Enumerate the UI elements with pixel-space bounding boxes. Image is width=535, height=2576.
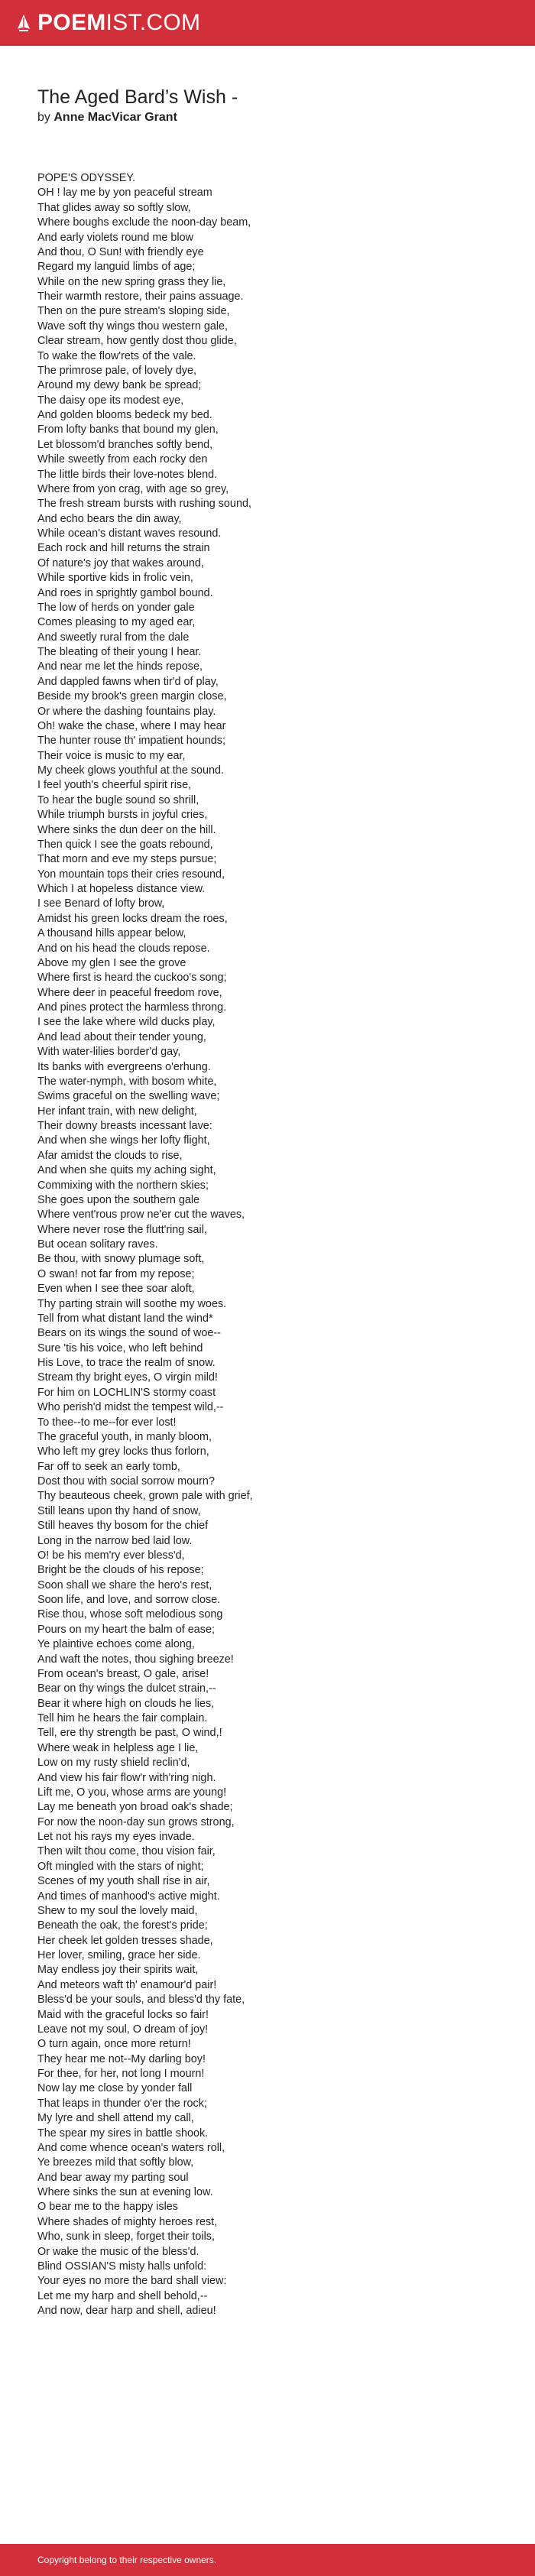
poem-line: That glides away so softly slow,	[37, 201, 191, 214]
poem-line: POPE'S ODYSSEY.	[37, 172, 136, 184]
poem-line: Or where the dashing fountains play.	[37, 705, 216, 718]
author-link[interactable]: Anne MacVicar Grant	[54, 111, 177, 124]
poem-line: And times of manhood's active might.	[37, 1890, 220, 1903]
poem-line: With water-lilies border'd gay,	[37, 1046, 181, 1059]
poem-line: The low of herds on yonder gale	[37, 601, 195, 614]
poem-line: Where boughs exclude the noon-day beam,	[37, 216, 251, 229]
poem-line: Bears on its wings the sound of woe--	[37, 1327, 221, 1340]
poem-line: His Love, to trace the realm of snow.	[37, 1357, 216, 1369]
poem-line: And when she quits my aching sight,	[37, 1164, 216, 1177]
poem-line: And lead about their tender young,	[37, 1030, 206, 1043]
poem-line: Beside my brook's green margin close,	[37, 690, 227, 703]
poem-line: Oh! wake the chase, where I may hear	[37, 719, 226, 732]
poem-line: And when she wings her lofty flight,	[37, 1134, 210, 1147]
poem-line: O bear me to the happy isles	[37, 2201, 178, 2214]
poem-line: Her infant train, with new delight,	[37, 1105, 197, 1118]
poem-line: Then on the pure stream's sloping side,	[37, 305, 230, 318]
by-label: by	[37, 111, 50, 124]
poem-line: Thy parting strain will soothe my woes.	[37, 1297, 227, 1310]
poem-line: And on his head the clouds repose.	[37, 942, 210, 955]
poem-line: While on the new spring grass they lie,	[37, 275, 226, 288]
poem-line: Who, sunk in sleep, forget their toils,	[37, 2230, 215, 2243]
quill-pen-icon	[17, 15, 31, 31]
poem-line: Where from yon crag, with age so grey,	[37, 482, 229, 495]
site-logo-text	[37, 11, 200, 34]
poem-line: And meteors waft th' enamour'd pair!	[37, 1978, 217, 1991]
poem-line: To wake the flow'rets of the vale.	[37, 349, 196, 362]
poem-line: Around my dewy bank be spread;	[37, 379, 202, 392]
poem-line: And now, dear harp and shell, adieu!	[37, 2305, 216, 2317]
byline	[37, 110, 504, 125]
poem-line: Their warmth restore, their pains assuage.	[37, 290, 244, 303]
poem-line: Its banks with evergreens o'erhung.	[37, 1060, 211, 1073]
poem-line: And pines protect the harmless throng.	[37, 1001, 227, 1014]
poem-line: I feel youth's cheerful spirit rise,	[37, 779, 192, 792]
poem-line: From ocean's breast, O gale, arise!	[37, 1667, 209, 1680]
poem-line: To hear the bugle sound so shrill,	[37, 793, 199, 806]
poem-line: Let me my harp and shell behold,--	[37, 2289, 208, 2302]
poem-line: Which I at hopeless distance view.	[37, 883, 206, 895]
poem-line: For thee, for her, not long I mourn!	[37, 2068, 205, 2080]
poem-line: She goes upon the southern gale	[37, 1193, 200, 1206]
poem-line: Then quick I see the goats rebound,	[37, 838, 213, 851]
poem-line: Where sinks the sun at evening low.	[37, 2186, 213, 2198]
poem-line: From lofty banks that bound my glen,	[37, 423, 219, 436]
poem-line: Low on my rusty shield reclin'd,	[37, 1757, 190, 1770]
poem-line: Dost thou with social sorrow mourn?	[37, 1475, 215, 1488]
poem-line: That morn and eve my steps pursue;	[37, 853, 217, 866]
poem-line: Where vent'rous prow ne'er cut the waves,	[37, 1209, 245, 1221]
poem-line: While sportive kids in frolic vein,	[37, 572, 193, 585]
poem-line: Bear it where high on clouds he lies,	[37, 1697, 215, 1710]
poem-line: Where never rose the flutt'ring sail,	[37, 1223, 207, 1236]
poem-line: That leaps in thunder o'er the rock;	[37, 2097, 207, 2110]
poem-line: Stream thy bright eyes, O virgin mild!	[37, 1371, 218, 1384]
poem-line: Soon life, and love, and sorrow close.	[37, 1594, 221, 1606]
poem-line: Lift me, O you, whose arms are young!	[37, 1786, 227, 1799]
poem-line: My lyre and shell attend my call,	[37, 2112, 194, 2125]
poem-line: Tell him he hears the fair complain.	[37, 1712, 208, 1724]
poem-line: Who left my grey locks thus forlorn,	[37, 1445, 209, 1458]
poem-line: Your eyes no more the bard shall view:	[37, 2275, 227, 2288]
poem-line: Pours on my heart the balm of ease;	[37, 1623, 215, 1636]
poem-line: Ye plaintive echoes come along,	[37, 1638, 195, 1651]
poem-line: Now lay me close by yonder fall	[37, 2082, 193, 2095]
poem-line: And sweetly rural from the dale	[37, 631, 190, 644]
poem-line: Soon shall we share the hero's rest,	[37, 1578, 212, 1591]
poem-title: The Aged Bard’s Wish -	[37, 86, 238, 108]
poem-line: Lay me beneath yon broad oak's shade;	[37, 1801, 233, 1814]
poem-line: Afar amidst the clouds to rise,	[37, 1149, 183, 1162]
poem-line: They hear me not--My darling boy!	[37, 2052, 206, 2065]
poem-line: And bear away my parting soul	[37, 2171, 189, 2184]
poem-line: Let not his rays my eyes invade.	[37, 1831, 195, 1843]
poem-line: A thousand hills appear below,	[37, 927, 186, 940]
poem-line: The daisy ope its modest eye,	[37, 394, 184, 407]
logo-text-strong: POEM	[37, 10, 106, 35]
site-header	[0, 0, 535, 46]
poem-line: May endless joy their spirits wait,	[37, 1964, 199, 1977]
poem-line: Commixing with the northern skies;	[37, 1179, 209, 1192]
poem-line: Where first is heard the cuckoo's song;	[37, 972, 227, 985]
poem-line: And near me let the hinds repose,	[37, 660, 203, 673]
poem-line: And dappled fawns when tir'd of play,	[37, 675, 219, 688]
site-logo[interactable]	[17, 11, 200, 34]
poem-line: Still leans upon thy hand of snow,	[37, 1504, 201, 1517]
poem-line: While sweetly from each rocky den	[37, 453, 208, 466]
poem-line: Her cheek let golden tresses shade,	[37, 1934, 213, 1947]
poem-line: Where weak in helpless age I lie,	[37, 1741, 199, 1754]
copyright-text: Copyright belong to their respective owners.	[37, 2555, 217, 2565]
poem-line: Where deer in peaceful freedom rove,	[37, 986, 222, 999]
poem-line: Clear stream, how gently dost thou glide,	[37, 335, 237, 348]
poem-line: Wave soft thy wings thou western gale,	[37, 320, 229, 333]
poem-line: Where shades of mighty heroes rest,	[37, 2215, 218, 2228]
poem-line: Be thou, with snowy plumage soft,	[37, 1253, 205, 1266]
poem-line: The water-nymph, with bosom white,	[37, 1075, 217, 1088]
poem-line: The primrose pale, of lovely dye,	[37, 364, 196, 377]
poem-line: For now the noon-day sun grows strong,	[37, 1815, 235, 1828]
poem-line: Regard my languid limbs of age;	[37, 261, 196, 274]
poem-line: And echo bears the din away,	[37, 512, 182, 525]
poem-line: Leave not my soul, O dream of joy!	[37, 2023, 209, 2036]
poem-line: To thee--to me--for ever lost!	[37, 1416, 177, 1429]
poem-line: The bleating of their young I hear.	[37, 646, 202, 658]
poem-line: Still heaves thy bosom for the chief	[37, 1520, 209, 1533]
poem-container	[37, 86, 504, 2318]
poem-line: Bless'd be your souls, and bless'd thy fate,	[37, 1994, 245, 2007]
poem-line: Who perish'd midst the tempest wild,--	[37, 1401, 224, 1414]
poem-line: For him on LOCHLIN'S stormy coast	[37, 1386, 216, 1399]
poem-line: Blind OSSIAN'S misty halls unfold:	[37, 2260, 207, 2273]
poem-line: And thou, O Sun! with friendly eye	[37, 245, 204, 258]
poem-line: But ocean solitary raves.	[37, 1238, 158, 1251]
poem-line: O turn again, once more return!	[37, 2038, 191, 2051]
poem-line: My cheek glows youthful at the sound.	[37, 764, 224, 777]
poem-line: Oft mingled with the stars of night;	[37, 1860, 204, 1873]
poem-line: The fresh stream bursts with rushing sound,	[37, 498, 251, 511]
poem-line: Each rock and hill returns the strain	[37, 542, 210, 555]
poem-line: Swims graceful on the swelling wave;	[37, 1090, 220, 1103]
poem-line: Bright be the clouds of his repose;	[37, 1564, 204, 1577]
poem-line: OH ! lay me by yon peaceful stream	[37, 187, 212, 200]
poem-line: Tell from what distant land the wind*	[37, 1312, 213, 1325]
poem-line: The graceful youth, in manly bloom,	[37, 1430, 212, 1443]
poem-line: Bear on thy wings the dulcet strain,--	[37, 1682, 216, 1695]
poem-line: And roes in sprightly gambol bound.	[37, 586, 213, 599]
poem-line: Long in the narrow bed laid low.	[37, 1534, 193, 1547]
poem-line: Sure 'tis his voice, who left behind	[37, 1342, 203, 1355]
poem-line: While ocean's distant waves resound.	[37, 527, 222, 540]
site-footer	[0, 2544, 535, 2576]
poem-line: Maid with the graceful locks so fair!	[37, 2008, 209, 2021]
poem-line: Their voice is music to my ear,	[37, 749, 186, 762]
poem-line: Then wilt thou come, thou vision fair,	[37, 1845, 216, 1858]
poem-line: And golden blooms bedeck my bed.	[37, 409, 212, 421]
poem-line: I see the lake where wild ducks play,	[37, 1016, 216, 1029]
poem-line: Rise thou, whose soft melodious song	[37, 1608, 223, 1621]
poem-line: The hunter rouse th' impatient hounds;	[37, 735, 225, 748]
poem-line: Of nature's joy that wakes around,	[37, 556, 204, 569]
poem-line: Tell, ere thy strength be past, O wind,!	[37, 1727, 222, 1740]
poem-line: Scenes of my youth shall rise in air,	[37, 1875, 210, 1888]
poem-line: Let blossom'd branches softly bend,	[37, 438, 213, 451]
poem-line: Her lover, smiling, grace her side.	[37, 1949, 201, 1961]
poem-body	[37, 171, 504, 2318]
poem-line: Their downy breasts incessant lave:	[37, 1120, 212, 1132]
poem-line: Far off to seek an early tomb,	[37, 1460, 180, 1473]
poem-line: And early violets round me blow	[37, 231, 193, 244]
poem-line: I see Benard of lofty brow,	[37, 897, 165, 910]
poem-line: And come whence ocean's waters roll,	[37, 2141, 225, 2154]
logo-text-light: IST.COM	[105, 10, 201, 35]
poem-line: While triumph bursts in joyful cries,	[37, 809, 208, 822]
poem-line: And waft the notes, thou sighing breeze!	[37, 1653, 234, 1666]
poem-line: Yon mountain tops their cries resound,	[37, 868, 225, 881]
poem-line: O swan! not far from my repose;	[37, 1267, 195, 1280]
poem-line: Shew to my soul the lovely maid,	[37, 1904, 198, 1917]
poem-line: Or wake the music of the bless'd.	[37, 2245, 199, 2258]
poem-line: O! be his mem'ry ever bless'd,	[37, 1549, 185, 1562]
poem-line: Ye breezes mild that softly blow,	[37, 2156, 194, 2169]
poem-line: Above my glen I see the grove	[37, 956, 186, 969]
poem-line: Thy beauteous cheek, grown pale with grief,	[37, 1490, 253, 1503]
poem-line: Amidst his green locks dream the roes,	[37, 912, 228, 925]
poem-line: Beneath the oak, the forest's pride;	[37, 1919, 208, 1932]
poem-line: The little birds their love-notes blend.	[37, 468, 218, 481]
poem-line: Comes pleasing to my aged ear,	[37, 616, 196, 629]
poem-line: Even when I see thee soar aloft,	[37, 1283, 195, 1296]
poem-line: Where sinks the dun deer on the hill.	[37, 823, 216, 836]
poem-line: And view his fair flow'r with'ring nigh.	[37, 1771, 216, 1784]
poem-line: The spear my sires in battle shook.	[37, 2127, 209, 2140]
